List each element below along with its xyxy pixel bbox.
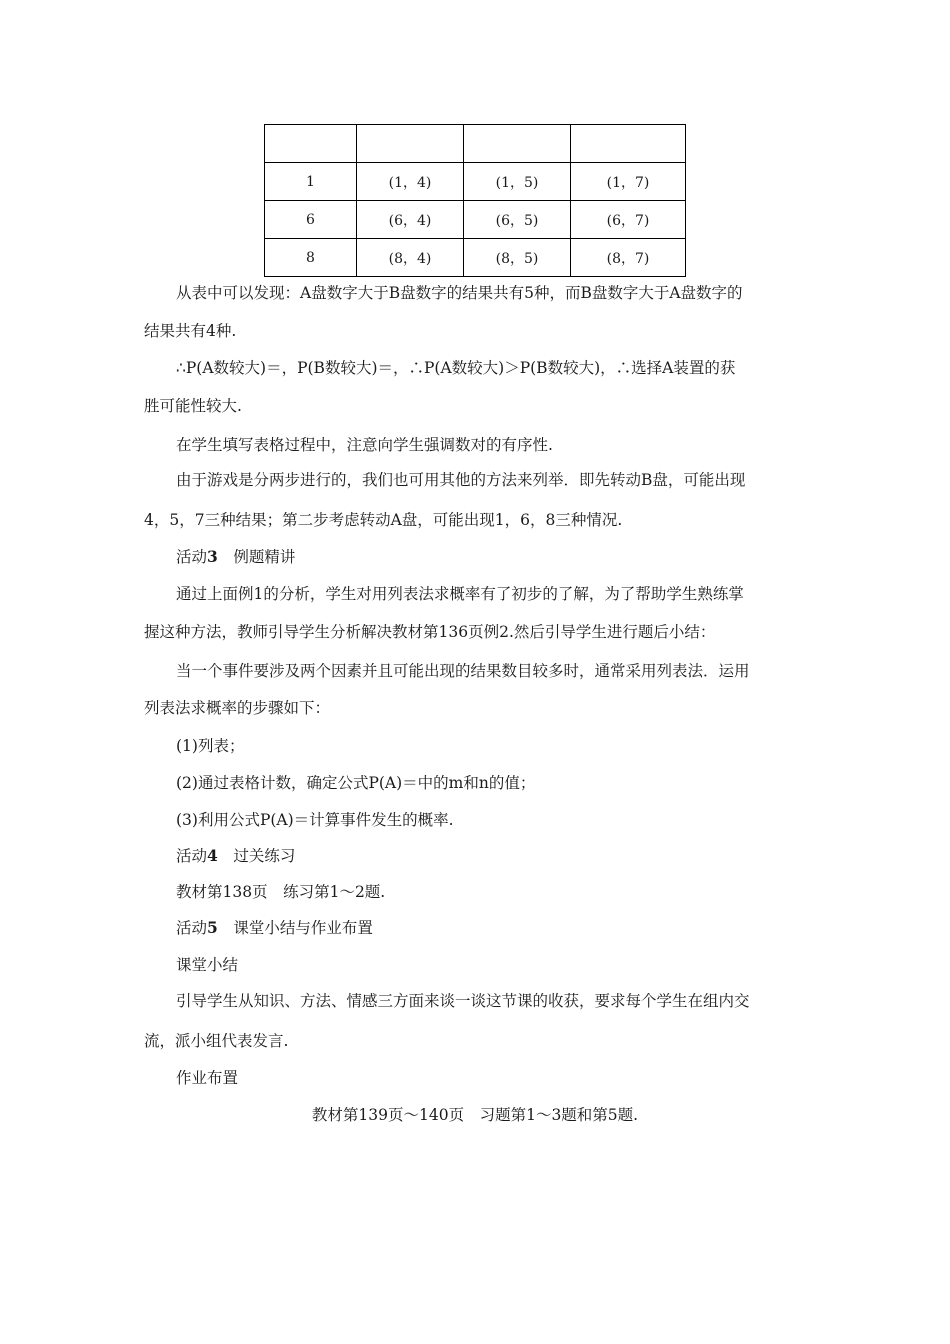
paragraph-line: 从表中可以发现：A盘数字大于B盘数字的结果共有5种，而B盘数字大于A盘数字的 xyxy=(176,284,743,302)
table-cell: 6 xyxy=(265,201,357,239)
table-cell: (8，4) xyxy=(357,239,464,277)
activity-number: 3 xyxy=(207,547,218,566)
section-heading: 课堂小结 xyxy=(176,956,239,974)
activity-number: 4 xyxy=(207,846,218,865)
activity-title: 例题精讲 xyxy=(233,548,296,566)
table-cell xyxy=(357,125,464,163)
table-row xyxy=(265,239,686,277)
paragraph-line: 在学生填写表格过程中，注意向学生强调数对的有序性. xyxy=(176,436,553,454)
table-cell: (8，5) xyxy=(464,239,571,277)
outcome-table xyxy=(264,124,686,277)
activity-number: 5 xyxy=(207,918,218,937)
table-row xyxy=(265,201,686,239)
table-cell: 8 xyxy=(265,239,357,277)
paragraph-line: 由于游戏是分两步进行的，我们也可用其他的方法来列举．即先转动B盘，可能出现 xyxy=(176,471,746,489)
step-item: (3)利用公式P(A)＝计算事件发生的概率. xyxy=(176,811,454,829)
homework-line: 教材第139页～140页 习题第1～3题和第5题. xyxy=(311,1106,639,1124)
activity-label: 活动 xyxy=(176,847,208,865)
activity-4-heading xyxy=(176,845,295,867)
paragraph-line: 结果共有4种. xyxy=(144,322,237,340)
paragraph-line: 流，派小组代表发言. xyxy=(144,1032,289,1050)
step-item: (1)列表； xyxy=(176,737,245,755)
table-cell: (6，5) xyxy=(464,201,571,239)
section-heading: 作业布置 xyxy=(176,1069,239,1087)
paragraph-line: ∴P(A数较大)＝，P(B数较大)＝，∴P(A数较大)＞P(B数较大)，∴选择A装置的获 xyxy=(176,359,736,377)
paragraph-line: 列表法求概率的步骤如下： xyxy=(144,699,331,717)
paragraph-line: 教材第138页 练习第1～2题. xyxy=(176,883,386,901)
table-cell xyxy=(265,125,357,163)
paragraph-line: 胜可能性较大. xyxy=(144,397,242,415)
table-cell: (1，5) xyxy=(464,163,571,201)
paragraph-line: 4，5，7三种结果；第二步考虑转动A盘，可能出现1，6，8三种情况. xyxy=(144,511,623,529)
table-cell: 1 xyxy=(265,163,357,201)
table-header-row xyxy=(265,125,686,163)
paragraph-line: 当一个事件要涉及两个因素并且可能出现的结果数目较多时，通常采用列表法．运用 xyxy=(176,662,750,680)
activity-label: 活动 xyxy=(176,919,208,937)
activity-title: 过关练习 xyxy=(233,847,296,865)
activity-5-heading xyxy=(176,917,373,939)
paragraph-line: 握这种方法，教师引导学生分析解决教材第136页例2.然后引导学生进行题后小结： xyxy=(144,623,716,641)
activity-3-heading xyxy=(176,546,295,568)
table-cell xyxy=(571,125,686,163)
paragraph-line: 通过上面例1的分析，学生对用列表法求概率有了初步的了解，为了帮助学生熟练掌 xyxy=(176,585,744,603)
table-cell xyxy=(464,125,571,163)
table-cell: (6，4) xyxy=(357,201,464,239)
activity-label: 活动 xyxy=(176,548,208,566)
step-item: (2)通过表格计数，确定公式P(A)＝中的m和n的值； xyxy=(176,774,536,792)
activity-title: 课堂小结与作业布置 xyxy=(233,919,373,937)
table-cell: (1，4) xyxy=(357,163,464,201)
table-cell: (1，7) xyxy=(571,163,686,201)
table-row xyxy=(265,163,686,201)
table-cell: (6，7) xyxy=(571,201,686,239)
table-cell: (8，7) xyxy=(571,239,686,277)
paragraph-line: 引导学生从知识、方法、情感三方面来谈一谈这节课的收获，要求每个学生在组内交 xyxy=(176,992,750,1010)
